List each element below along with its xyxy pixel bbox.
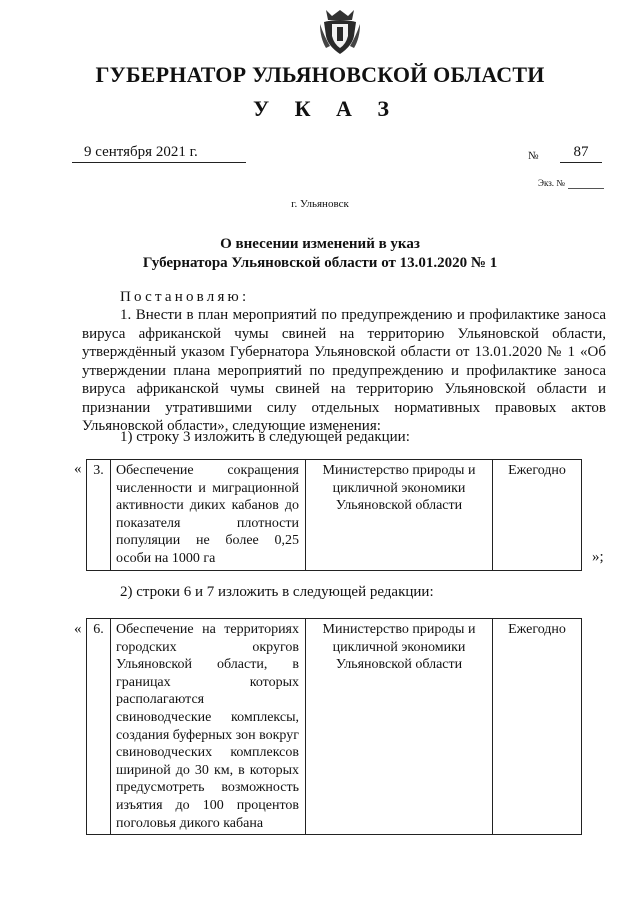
- item-1: 1) строку 3 изложить в следующей редакции:: [120, 429, 410, 445]
- document-type: У К А З: [252, 96, 400, 121]
- heading-line-1: О внесении изменений в указ: [220, 236, 420, 252]
- table-row-6: [86, 618, 582, 835]
- row-number: 6.: [87, 619, 111, 835]
- table2-open-quote: «: [74, 621, 82, 637]
- paragraph-1-text: 1. Внести в план мероприятий по предупреждению и профилактике заноса вируса африканской чумы свиней на территорию Ульяновской области, утверждённый указом Губернатора Ульяновской области от 13.01.2020 № 1 «Об утверждении плана мероприятий по предупреждению и профилактике заноса вируса африканской чумы свиней на территорию Ульяновской области и признании утратившими силу отдельных нормативных правовых актов Ульяновской области», следующие изменения:: [82, 307, 606, 434]
- copy-number-label: Экз. №: [538, 178, 565, 188]
- table1-close-quote: »;: [592, 549, 604, 565]
- copy-number-line: [568, 188, 604, 189]
- heading-line-2: Губернатора Ульяновской области от 13.01.2020 № 1: [142, 255, 498, 271]
- paragraph-1: [82, 306, 606, 436]
- item-2: 2) строки 6 и 7 изложить в следующей редакции:: [120, 584, 434, 600]
- period: Ежегодно: [493, 619, 582, 835]
- issuer-title: ГУБЕРНАТОР УЛЬЯНОВСКОЙ ОБЛАСТИ: [95, 62, 545, 87]
- city: г. Ульяновск: [291, 198, 349, 210]
- coat-of-arms-icon: [320, 6, 360, 58]
- document-number: 87: [560, 144, 602, 163]
- measure-text: Обеспечение сокращения численности и миграционной активности диких кабанов до показателя плотности популяции не более 0,25 особи на 1000 га: [111, 460, 306, 571]
- document-heading: [0, 235, 640, 273]
- responsible-ministry: Министерство природы и цикличной экономики Ульяновской области: [306, 619, 493, 835]
- measure-text: Обеспечение на территориях городских округов Ульяновской области, в границах которых располагаются свиноводческие комплексы, создания буферных зон вокруг свиноводческих комплексов шириной до 30 км, в которых предусмотреть возможность изъятия до 100 процентов поголовья дикого кабана: [111, 619, 306, 835]
- table-row-3: [86, 459, 582, 571]
- row-number: 3.: [87, 460, 111, 571]
- document-date: 9 сентября 2021 г.: [72, 144, 246, 163]
- table1-open-quote: «: [74, 461, 82, 477]
- postanovlyayu: Постановляю:: [120, 289, 250, 305]
- period: Ежегодно: [493, 460, 582, 571]
- number-label: №: [528, 150, 539, 162]
- responsible-ministry: Министерство природы и цикличной экономики Ульяновской области: [306, 460, 493, 571]
